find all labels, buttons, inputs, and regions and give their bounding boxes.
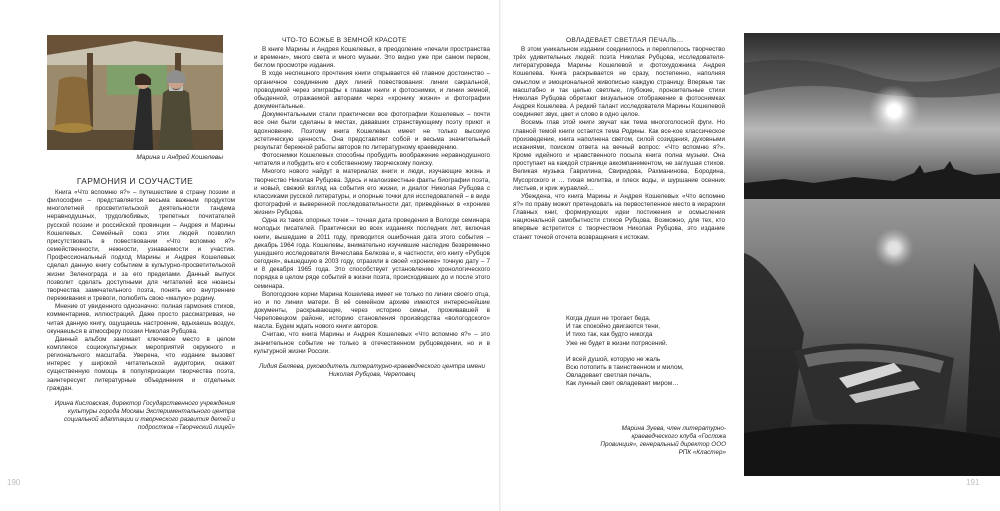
poem-line: Когда души не трогает беда, bbox=[566, 315, 651, 322]
poem-line: И так спокойно двигаются тени, bbox=[566, 323, 661, 331]
couple-photo-image bbox=[47, 35, 223, 150]
paragraph: Документальными стали практически все фотографии Кошелевых – почти все они были сделаны в местах, дававших странствующему поэту приют и вдохновение. Поэтому книга Кошелевых имеет не только высокую эстетическую ценность. Она представляет собой и весьма значительный результат бережной работы авторов по литературному краеведению. bbox=[254, 111, 490, 151]
paragraph: Фотоснимки Кошелевых способны пробудить воображение неравнодушного читателя и побудить его к собственному творческому поиску. bbox=[254, 152, 490, 168]
paragraph: Многого нового найдут в материалах книги и люди, изучающие жизнь и творчество Николая Рубцова. Здесь и малоизвестные факты биографии поэта, и новый, свежий взгляд на события его жизни, и диалог Николая Рубцова с классиками русской литературы, и опорные точки для исследователей – в виде фотографий и выверенной последовательности дат, приведённых в «хронике жизни» Рубцова. bbox=[254, 168, 490, 217]
poem-line: Овладевает светлая печаль, bbox=[566, 372, 652, 380]
running-head-right: ОВЛАДЕВАЕТ СВЕТЛАЯ ПЕЧАЛЬ… bbox=[566, 37, 684, 44]
poem bbox=[566, 315, 684, 397]
poem-line: Как лунный свет овладевает миром… bbox=[566, 380, 679, 388]
right-column bbox=[513, 46, 725, 242]
page-number-left: 190 bbox=[7, 478, 21, 487]
paragraph: Одна из таких опорных точек – точная дата проведения в Вологде семинара молодых писателей. Практически во всех изданиях последних лет, включая книги, вышедшие в 2011 году, приводится ошибочная дата этого события – декабрь 1964 года. Кошелевы, внимательно изучившие наследие безвременно ушедшего исследователя Вячеслава Белкова и, в частности, его книгу «Рубцов сегодня», вышедшую в 2003 году, отразили в своей «хронике» точную дату – 7 и 8 декабря 1965 года. Это способствует установлению хронологического порядка в целом ряде событий в жизни поэта, происходивших до и после этого семинара. bbox=[254, 217, 490, 290]
running-head: ЧТО-ТО БОЖЬЕ В ЗЕМНОЙ КРАСОТЕ bbox=[282, 37, 407, 44]
left-column-2 bbox=[254, 46, 490, 379]
paragraph: Восемь глав этой книги звучат как тема многоголосной фуги. Но главной темой книги остается тема Родины. Как все-кое классическое произведение, книга наполнена светом, силой созидания, духовными исканиями, поиском ответа на вечный вопрос: «Что вспомню я?». Кроме идейного и нравственного посыла книга полна музыки. Она проступает на каждой странице аккомпанементом, не заглушая стихов. Великая музыка Гаврилина, Свиридова, Рахманинова, Бородина, Мусоргского и … тихая молитва, и плеск воды, и шуршание осенних листьев, и крик журавлей… bbox=[513, 119, 725, 192]
paragraph: Книга «Что вспомню я?» – путешествие в страну поэзии и философии – представляется весьма важным продуктом многолетней просветительской деятельности тандема неравнодушных, трудолюбивых, трепетных почитателей русской поэзии и российской провинции – Андрея и Марины Кошелевых. Семейный союз этих людей позволил присутствовать в повествовании «Что вспомню я?» семейственности, нежности, узнаваемости и участия. Профессиональный подход Марины и Андрея Кошелевых сделал данную книгу событием в культурно-просветительской жизни Зеленограда и за его пределами. Данный выпуск позволит сделать доступными для читателей все нюансы творчества замечательного поэта, понять его внутренние переживания и тревоги, полюбить свою «малую» родину. bbox=[47, 189, 235, 303]
gutter bbox=[499, 0, 501, 511]
signature: Лидия Беляева, руководитель литературно-краеведческого центра имени Николая Рубцова, Череповец bbox=[258, 362, 486, 379]
paragraph: Считаю, что книга Марины и Андрея Кошелевых «Что вспомню я?» – это значительное событие не только в отечественном рубцоведении, но и в культурной жизни России. bbox=[254, 331, 490, 355]
paragraph: Вологодские корни Марина Кошелева имеет не только по линии своего отца, но и по линии матери. В её семейном архиве имеются интереснейшие документы, раскрывающие, через историю семьи, проживавшей в Череповецком районе, историю становления производства «вологодского» масла. Будем ждать нового книги авторов. bbox=[254, 290, 490, 331]
signature: Ирина Кисловская, директор Государственного учреждения культуры города Москвы Экспериментального центра социальной адаптации и творческого развития детей и подростков «Творческий лицей» bbox=[54, 399, 235, 432]
page-number-right: 191 bbox=[966, 478, 980, 487]
poem-line: Всю потопить в таинственном и милом, bbox=[566, 364, 684, 372]
paragraph: В ходе неспешного прочтения книги открывается её главное достоинство – органичное соединение двух линий повествования: линии сакральной, проводимой через эпиграфы к главам книги и фотоснимки, и линии земной, обыденной, отражаемой авторами через «хронику жизни» и фотографии документальные. bbox=[254, 70, 490, 111]
paragraph: В этом уникальном издании соединилось и переплелось творчество трёх удивительных людей: поэта Николая Рубцова, исследователя-литературоведа Марины Кошелевой и фотохудожника Андрея Кошелева. Книга раскрывается не сразу, постепенно, наполняя смыслом и эмоциональной живописью каждую страницу. Впервые так масштабно и так целью светлые, глубокие, пронзительные стихи Николая Рубцова обретают визуальное отображение в фотоснимках Андрея Кошелева. А редкий талант исследователя Марины Кошелевой соединяет звук, цвет и слово в одно целое. bbox=[513, 46, 725, 119]
couple-photo bbox=[47, 35, 223, 150]
poem-stanza bbox=[566, 356, 684, 389]
section-title: ГАРМОНИЯ И СОУЧАСТИЕ bbox=[76, 176, 194, 186]
poem-line: И тихо так, как будто никогда bbox=[566, 331, 653, 339]
paragraph: В книге Марины и Андрея Кошелевых, в преодоление «печали пространства и времени», много света и много музыки. Это видно уже при самом первом, беглом просмотре издания. bbox=[254, 46, 490, 70]
lake-boat-photo-image bbox=[744, 33, 1000, 476]
paragraph: Мнение от увиденного однозначно: полная гармония стихов, комментариев, иллюстраций. Даже просто рассматривая, не читая данную книгу, ощущаешь настроение, вдыхаешь воздух, окунаешься в атмосферу поэзии Николая Рубцова. bbox=[47, 303, 235, 335]
poem-stanza bbox=[566, 315, 684, 348]
poem-line: Уже не будет в жизни потрясений. bbox=[566, 339, 668, 347]
paragraph: Убеждена, что книга Марины и Андрея Кошелевых «Что вспомню я?» по праву может претендовать на первостепенное место в иерархии Главных книг, формирующих идеи постижения и осмысления национальной самобытности стихов Рубцова. Возможно, для тех, кто впервые встретится с творчеством Николая Рубцова, это издание станет точкой отсчета возвращения к истокам. bbox=[513, 192, 725, 241]
right-signature: Марина Зуева, член литературно-краеведческого клуба «Госпожа Провинция», генеральный директор ООО РПК «Кластер» bbox=[600, 425, 726, 457]
paragraph: Данный альбом занимает ключевое место в целом комплексе социокультурных мероприятий окружного и регионального масштаба. Уверена, что издание вызовет интерес у широкой читательской аудитории, окажет существенную помощь в популяризации творчества поэта, заинтересует литературные объединения и отдельных граждан. bbox=[47, 335, 235, 392]
lake-boat-photo bbox=[744, 33, 1000, 476]
poem-line: И всей душой, которую не жаль bbox=[566, 355, 661, 363]
left-column-1 bbox=[47, 189, 235, 433]
photo-caption: Марина и Андрей Кошелевы bbox=[136, 154, 223, 161]
